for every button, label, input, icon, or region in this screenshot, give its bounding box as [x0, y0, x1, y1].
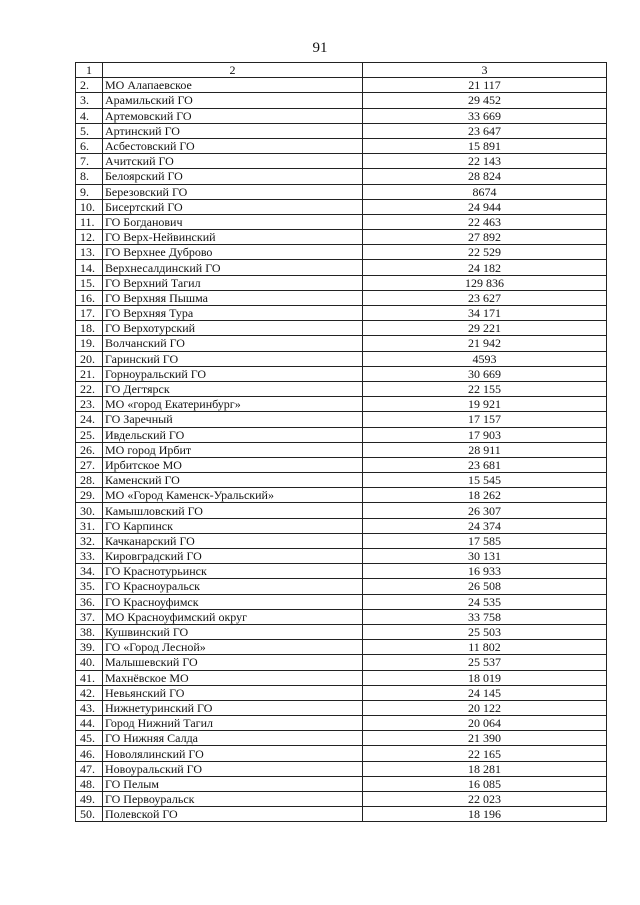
row-name-cell: Ирбитское МО: [103, 457, 363, 472]
row-value-cell: 15 545: [363, 473, 607, 488]
column-header-number: 1: [76, 63, 103, 78]
row-value-cell: 23 681: [363, 457, 607, 472]
table-row: [76, 123, 607, 138]
row-value-cell: 15 891: [363, 138, 607, 153]
row-number-cell: 22.: [76, 381, 103, 396]
row-value-cell: 20 122: [363, 700, 607, 715]
row-name-cell: Березовский ГО: [103, 184, 363, 199]
row-number-cell: 15.: [76, 275, 103, 290]
row-name-cell: Верхнесалдинский ГО: [103, 260, 363, 275]
row-name-cell: МО Алапаевское: [103, 78, 363, 93]
row-number-cell: 35.: [76, 579, 103, 594]
row-number-cell: 3.: [76, 93, 103, 108]
row-number-cell: 47.: [76, 761, 103, 776]
row-name-cell: ГО Краснотурьинск: [103, 564, 363, 579]
row-name-cell: ГО Пелым: [103, 776, 363, 791]
row-value-cell: 24 374: [363, 518, 607, 533]
row-name-cell: ГО Верхний Тагил: [103, 275, 363, 290]
row-name-cell: Горноуральский ГО: [103, 366, 363, 381]
row-name-cell: Бисертский ГО: [103, 199, 363, 214]
row-number-cell: 8.: [76, 169, 103, 184]
row-name-cell: МО город Ирбит: [103, 442, 363, 457]
row-value-cell: 16 933: [363, 564, 607, 579]
row-value-cell: 24 944: [363, 199, 607, 214]
row-number-cell: 7.: [76, 154, 103, 169]
row-name-cell: Полевской ГО: [103, 807, 363, 822]
row-value-cell: 27 892: [363, 230, 607, 245]
row-number-cell: 12.: [76, 230, 103, 245]
row-value-cell: 30 669: [363, 366, 607, 381]
row-value-cell: 30 131: [363, 549, 607, 564]
column-header-name: 2: [103, 63, 363, 78]
row-value-cell: 18 196: [363, 807, 607, 822]
table-row: [76, 533, 607, 548]
row-name-cell: Невьянский ГО: [103, 685, 363, 700]
table-row: [76, 184, 607, 199]
table-row: [76, 670, 607, 685]
row-number-cell: 11.: [76, 214, 103, 229]
row-number-cell: 27.: [76, 457, 103, 472]
table-row: [76, 609, 607, 624]
row-number-cell: 4.: [76, 108, 103, 123]
table-row: [76, 306, 607, 321]
row-value-cell: 8674: [363, 184, 607, 199]
table-row: [76, 169, 607, 184]
row-name-cell: ГО Карпинск: [103, 518, 363, 533]
row-number-cell: 13.: [76, 245, 103, 260]
row-value-cell: 4593: [363, 351, 607, 366]
row-name-cell: ГО Первоуральск: [103, 792, 363, 807]
table-row: [76, 807, 607, 822]
row-number-cell: 23.: [76, 397, 103, 412]
row-name-cell: Город Нижний Тагил: [103, 716, 363, 731]
row-name-cell: Асбестовский ГО: [103, 138, 363, 153]
row-name-cell: ГО Богданович: [103, 214, 363, 229]
table-row: [76, 579, 607, 594]
row-value-cell: 29 221: [363, 321, 607, 336]
row-value-cell: 20 064: [363, 716, 607, 731]
row-value-cell: 24 182: [363, 260, 607, 275]
table-row: [76, 108, 607, 123]
row-value-cell: 22 463: [363, 214, 607, 229]
row-name-cell: МО Красноуфимский округ: [103, 609, 363, 624]
row-name-cell: Камышловский ГО: [103, 503, 363, 518]
row-value-cell: 129 836: [363, 275, 607, 290]
row-number-cell: 40.: [76, 655, 103, 670]
row-name-cell: Новоуральский ГО: [103, 761, 363, 776]
row-name-cell: Новолялинский ГО: [103, 746, 363, 761]
row-name-cell: Гаринский ГО: [103, 351, 363, 366]
table-row: [76, 776, 607, 791]
table-row: [76, 624, 607, 639]
row-value-cell: 11 802: [363, 640, 607, 655]
row-number-cell: 16.: [76, 290, 103, 305]
row-number-cell: 50.: [76, 807, 103, 822]
table-row: [76, 78, 607, 93]
table-row: [76, 442, 607, 457]
table-row: [76, 336, 607, 351]
table-row: [76, 700, 607, 715]
row-number-cell: 10.: [76, 199, 103, 214]
table-row: [76, 290, 607, 305]
row-name-cell: Артемовский ГО: [103, 108, 363, 123]
table-row: [76, 655, 607, 670]
table-row: [76, 245, 607, 260]
data-table: [75, 62, 607, 822]
row-value-cell: 22 023: [363, 792, 607, 807]
row-number-cell: 41.: [76, 670, 103, 685]
row-number-cell: 2.: [76, 78, 103, 93]
row-name-cell: ГО Верхняя Тура: [103, 306, 363, 321]
row-value-cell: 23 647: [363, 123, 607, 138]
row-number-cell: 18.: [76, 321, 103, 336]
row-value-cell: 34 171: [363, 306, 607, 321]
row-number-cell: 19.: [76, 336, 103, 351]
row-value-cell: 26 508: [363, 579, 607, 594]
row-name-cell: МО «Город Каменск-Уральский»: [103, 488, 363, 503]
row-number-cell: 46.: [76, 746, 103, 761]
row-name-cell: Кушвинский ГО: [103, 624, 363, 639]
row-number-cell: 32.: [76, 533, 103, 548]
row-value-cell: 24 535: [363, 594, 607, 609]
row-value-cell: 26 307: [363, 503, 607, 518]
table-row: [76, 761, 607, 776]
table-row: [76, 564, 607, 579]
table-row: [76, 397, 607, 412]
row-name-cell: Ивдельский ГО: [103, 427, 363, 442]
row-value-cell: 29 452: [363, 93, 607, 108]
row-value-cell: 18 019: [363, 670, 607, 685]
row-value-cell: 19 921: [363, 397, 607, 412]
row-value-cell: 25 537: [363, 655, 607, 670]
row-number-cell: 48.: [76, 776, 103, 791]
row-number-cell: 25.: [76, 427, 103, 442]
row-name-cell: Нижнетуринский ГО: [103, 700, 363, 715]
row-name-cell: Артинский ГО: [103, 123, 363, 138]
table-row: [76, 640, 607, 655]
row-name-cell: Каменский ГО: [103, 473, 363, 488]
table-row: [76, 260, 607, 275]
row-name-cell: Арамильский ГО: [103, 93, 363, 108]
row-number-cell: 29.: [76, 488, 103, 503]
table-row: [76, 685, 607, 700]
row-name-cell: ГО Дегтярск: [103, 381, 363, 396]
table-row: [76, 93, 607, 108]
row-name-cell: ГО Верхнее Дуброво: [103, 245, 363, 260]
row-number-cell: 39.: [76, 640, 103, 655]
row-number-cell: 17.: [76, 306, 103, 321]
table-row: [76, 427, 607, 442]
row-name-cell: ГО Красноуфимск: [103, 594, 363, 609]
row-value-cell: 16 085: [363, 776, 607, 791]
row-value-cell: 24 145: [363, 685, 607, 700]
row-name-cell: ГО Верхотурский: [103, 321, 363, 336]
row-number-cell: 43.: [76, 700, 103, 715]
table-row: [76, 230, 607, 245]
table-row: [76, 138, 607, 153]
table-row: [76, 731, 607, 746]
page-number: 91: [312, 40, 328, 56]
row-number-cell: 24.: [76, 412, 103, 427]
row-value-cell: 23 627: [363, 290, 607, 305]
row-number-cell: 5.: [76, 123, 103, 138]
table-row: [76, 549, 607, 564]
row-name-cell: Ачитский ГО: [103, 154, 363, 169]
row-value-cell: 17 903: [363, 427, 607, 442]
row-value-cell: 21 117: [363, 78, 607, 93]
row-value-cell: 22 143: [363, 154, 607, 169]
row-value-cell: 33 758: [363, 609, 607, 624]
row-name-cell: ГО Нижняя Салда: [103, 731, 363, 746]
row-name-cell: ГО Заречный: [103, 412, 363, 427]
row-number-cell: 49.: [76, 792, 103, 807]
row-name-cell: Качканарский ГО: [103, 533, 363, 548]
table-row: [76, 457, 607, 472]
row-number-cell: 33.: [76, 549, 103, 564]
row-value-cell: 21 942: [363, 336, 607, 351]
row-number-cell: 30.: [76, 503, 103, 518]
table-row: [76, 154, 607, 169]
table-body: [76, 78, 607, 822]
row-number-cell: 14.: [76, 260, 103, 275]
row-name-cell: Махнёвское МО: [103, 670, 363, 685]
row-name-cell: Белоярский ГО: [103, 169, 363, 184]
row-number-cell: 21.: [76, 366, 103, 381]
table-row: [76, 381, 607, 396]
table-row: [76, 275, 607, 290]
table-header-row: [76, 63, 607, 78]
row-number-cell: 20.: [76, 351, 103, 366]
row-value-cell: 28 824: [363, 169, 607, 184]
row-value-cell: 22 529: [363, 245, 607, 260]
row-number-cell: 31.: [76, 518, 103, 533]
row-value-cell: 25 503: [363, 624, 607, 639]
row-value-cell: 18 262: [363, 488, 607, 503]
row-value-cell: 17 157: [363, 412, 607, 427]
row-value-cell: 21 390: [363, 731, 607, 746]
row-value-cell: 22 155: [363, 381, 607, 396]
row-number-cell: 28.: [76, 473, 103, 488]
row-name-cell: Кировградский ГО: [103, 549, 363, 564]
row-name-cell: ГО Верх-Нейвинский: [103, 230, 363, 245]
table-row: [76, 214, 607, 229]
row-number-cell: 26.: [76, 442, 103, 457]
row-value-cell: 28 911: [363, 442, 607, 457]
row-number-cell: 6.: [76, 138, 103, 153]
row-number-cell: 38.: [76, 624, 103, 639]
row-name-cell: МО «город Екатеринбург»: [103, 397, 363, 412]
row-name-cell: ГО «Город Лесной»: [103, 640, 363, 655]
table-row: [76, 518, 607, 533]
table-row: [76, 746, 607, 761]
row-number-cell: 44.: [76, 716, 103, 731]
row-name-cell: ГО Верхняя Пышма: [103, 290, 363, 305]
row-value-cell: 22 165: [363, 746, 607, 761]
row-number-cell: 34.: [76, 564, 103, 579]
table-row: [76, 594, 607, 609]
table-row: [76, 199, 607, 214]
table-row: [76, 473, 607, 488]
row-number-cell: 37.: [76, 609, 103, 624]
row-value-cell: 17 585: [363, 533, 607, 548]
table-row: [76, 321, 607, 336]
table-row: [76, 412, 607, 427]
row-number-cell: 45.: [76, 731, 103, 746]
row-name-cell: Малышевский ГО: [103, 655, 363, 670]
row-number-cell: 42.: [76, 685, 103, 700]
table-row: [76, 792, 607, 807]
row-value-cell: 18 281: [363, 761, 607, 776]
row-number-cell: 36.: [76, 594, 103, 609]
table-row: [76, 488, 607, 503]
column-header-value: 3: [363, 63, 607, 78]
row-name-cell: Волчанский ГО: [103, 336, 363, 351]
table-row: [76, 366, 607, 381]
row-value-cell: 33 669: [363, 108, 607, 123]
table-row: [76, 716, 607, 731]
row-name-cell: ГО Красноуральск: [103, 579, 363, 594]
table-row: [76, 351, 607, 366]
row-number-cell: 9.: [76, 184, 103, 199]
table-row: [76, 503, 607, 518]
